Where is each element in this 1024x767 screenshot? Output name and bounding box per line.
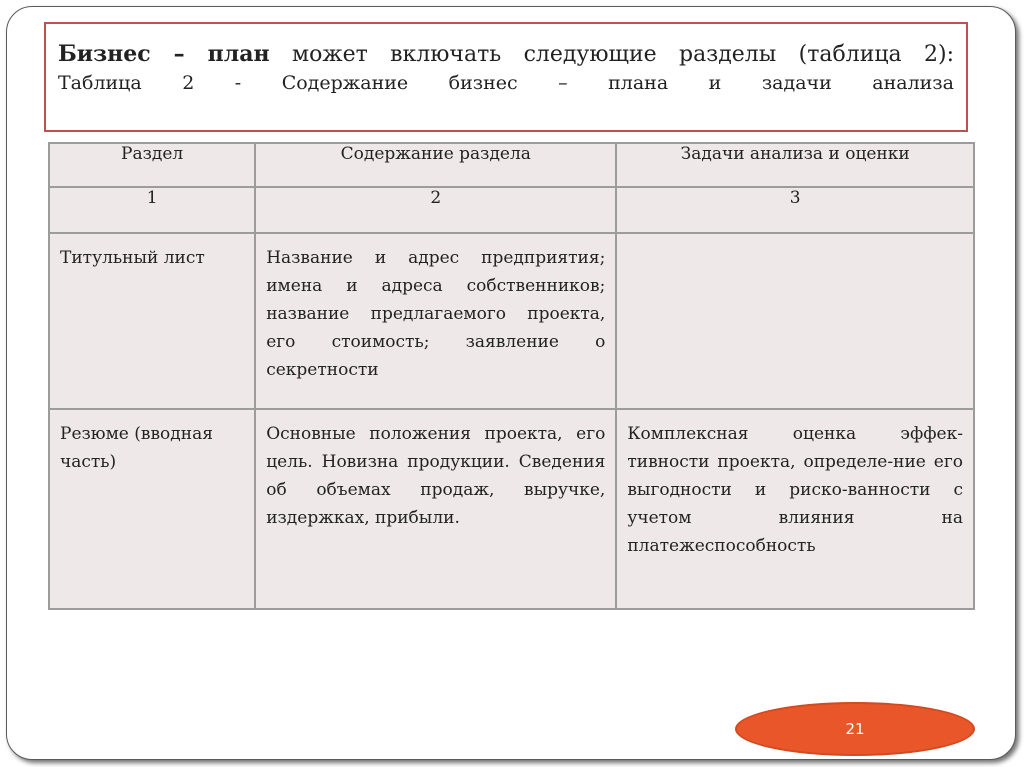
tasks-cell — [616, 233, 974, 409]
content-text: Название и адрес предприятия; имена и адреса собственников; название предлагаемого проекта, его стоимость; заявление о секретности — [266, 248, 606, 380]
content-cell — [255, 233, 616, 409]
content-cell — [255, 409, 616, 609]
column-header-content: Содержание раздела — [255, 143, 616, 187]
slide-title — [58, 39, 954, 70]
slide-title-bold: Бизнес – план — [58, 41, 270, 67]
page-number-badge — [735, 702, 975, 756]
slide-title-rest: может включать следующие разделы (таблица 2): — [269, 42, 954, 67]
tasks-cell — [616, 409, 974, 609]
content-text: Основные положения проекта, его цель. Новизна продукции. Сведения об объемах продаж, выручке, издержках, прибыли. — [266, 424, 606, 528]
section-text: Резюме (вводная часть) — [60, 424, 213, 472]
column-number-2: 2 — [255, 187, 616, 233]
slide-title-box — [44, 22, 968, 132]
table-number-row — [49, 187, 974, 233]
table-row — [49, 409, 974, 609]
table-row — [49, 233, 974, 409]
section-cell — [49, 233, 255, 409]
column-header-tasks: Задачи анализа и оценки — [616, 143, 974, 187]
column-header-section: Раздел — [49, 143, 255, 187]
business-plan-table — [48, 142, 975, 610]
column-number-3: 3 — [616, 187, 974, 233]
table-header-row — [49, 143, 974, 187]
section-cell — [49, 409, 255, 609]
tasks-text: Комплексная оценка эффек-тивности проекта, определе-ние его выгодности и риско-ванности с учетом влияния на платежеспособность — [627, 424, 963, 556]
column-number-1: 1 — [49, 187, 255, 233]
tasks-text — [617, 234, 973, 244]
section-text: Титульный лист — [60, 248, 205, 268]
table-caption: Таблица 2 - Содержание бизнес – плана и задачи анализа — [58, 72, 954, 94]
page-number: 21 — [845, 720, 865, 738]
